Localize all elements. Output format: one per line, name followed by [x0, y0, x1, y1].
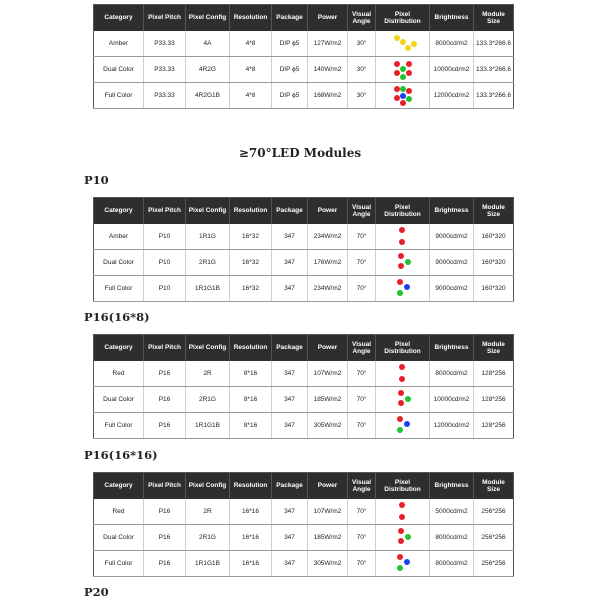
table-label-p16-16x8: P16(16*8) — [84, 310, 150, 324]
column-header: Power — [308, 198, 348, 225]
package-cell: DIP ϕ5 — [272, 57, 308, 83]
visual-angle-cell: 70° — [348, 499, 376, 525]
visual-angle-cell: 70° — [348, 250, 376, 276]
spec-table-p16-16x16 — [93, 472, 514, 577]
visual-angle-cell: 70° — [348, 387, 376, 413]
table-row — [94, 57, 514, 83]
package-cell: 347 — [272, 276, 308, 302]
column-header: Resolution — [230, 5, 272, 32]
red-led-dot — [399, 364, 405, 370]
resolution-cell: 16*32 — [230, 276, 272, 302]
red-led-dot — [398, 400, 404, 406]
brightness-cell: 12000cd/m2 — [430, 83, 474, 109]
resolution-cell: 16*16 — [230, 499, 272, 525]
blue-led-dot — [400, 93, 406, 99]
column-header: Visual Angle — [348, 473, 376, 500]
power-cell: 176W/m2 — [308, 250, 348, 276]
pixel-distribution-graphic — [377, 31, 428, 56]
yellow-led-dot — [400, 39, 406, 45]
red-led-dot — [399, 227, 405, 233]
red-led-dot — [406, 70, 412, 76]
resolution-cell: 8*16 — [230, 413, 272, 439]
column-header: Pixel Distribution — [376, 473, 430, 500]
section-heading: ≥70°LED Modules — [238, 146, 362, 160]
module-size-cell: 256*256 — [474, 525, 514, 551]
column-header: Package — [272, 473, 308, 500]
table-header-row — [94, 198, 514, 225]
category-cell: Amber — [94, 224, 144, 250]
pixel-config-cell: 2R1G — [186, 250, 230, 276]
package-cell: 347 — [272, 361, 308, 387]
package-cell: DIP ϕ5 — [272, 31, 308, 57]
pixel-distribution-graphic — [377, 361, 428, 386]
green-led-dot — [397, 427, 403, 433]
column-header: Brightness — [430, 5, 474, 32]
pixel-distribution-graphic — [377, 499, 428, 524]
pixel-distribution-cell — [376, 31, 430, 57]
visual-angle-cell: 70° — [348, 413, 376, 439]
resolution-cell: 4*8 — [230, 83, 272, 109]
pixel-pitch-cell: P16 — [144, 361, 186, 387]
resolution-cell: 16*32 — [230, 224, 272, 250]
brightness-cell: 10000cd/m2 — [430, 57, 474, 83]
column-header: Category — [94, 198, 144, 225]
green-led-dot — [406, 96, 412, 102]
power-cell: 234W/m2 — [308, 224, 348, 250]
column-header: Category — [94, 473, 144, 500]
spec-table-p10 — [93, 197, 514, 302]
spec-table-p16-16x8 — [93, 334, 514, 439]
visual-angle-cell: 70° — [348, 551, 376, 577]
column-header: Power — [308, 335, 348, 362]
red-led-dot — [399, 376, 405, 382]
package-cell: 347 — [272, 525, 308, 551]
package-cell: 347 — [272, 250, 308, 276]
category-cell: Red — [94, 361, 144, 387]
brightness-cell: 9000cd/m2 — [430, 224, 474, 250]
red-led-dot — [406, 88, 412, 94]
red-led-dot — [400, 100, 406, 106]
column-header: Category — [94, 5, 144, 32]
visual-angle-cell: 70° — [348, 224, 376, 250]
visual-angle-cell: 30° — [348, 83, 376, 109]
pixel-distribution-graphic — [377, 276, 428, 301]
package-cell: 347 — [272, 413, 308, 439]
column-header: Power — [308, 473, 348, 500]
red-led-dot — [397, 416, 403, 422]
green-led-dot — [397, 290, 403, 296]
table-label-p16-16x16: P16(16*16) — [84, 448, 158, 462]
category-cell: Full Color — [94, 551, 144, 577]
module-size-cell: 128*256 — [474, 387, 514, 413]
visual-angle-cell: 70° — [348, 276, 376, 302]
blue-led-dot — [404, 559, 410, 565]
column-header: Package — [272, 198, 308, 225]
column-header: Pixel Config — [186, 5, 230, 32]
table-row — [94, 387, 514, 413]
pixel-distribution-cell — [376, 387, 430, 413]
power-cell: 305W/m2 — [308, 551, 348, 577]
module-size-cell: 160*320 — [474, 224, 514, 250]
footer-label-p20: P20 — [84, 585, 109, 599]
table-row — [94, 525, 514, 551]
pixel-config-cell: 2R1G — [186, 387, 230, 413]
table-row — [94, 224, 514, 250]
pixel-distribution-cell — [376, 551, 430, 577]
pixel-pitch-cell: P10 — [144, 224, 186, 250]
green-led-dot — [400, 66, 406, 72]
resolution-cell: 16*16 — [230, 551, 272, 577]
red-led-dot — [398, 390, 404, 396]
table-row — [94, 413, 514, 439]
yellow-led-dot — [405, 45, 411, 51]
pixel-pitch-cell: P10 — [144, 276, 186, 302]
brightness-cell: 8000cd/m2 — [430, 31, 474, 57]
column-header: Brightness — [430, 473, 474, 500]
pixel-pitch-cell: P16 — [144, 525, 186, 551]
column-header: Pixel Distribution — [376, 335, 430, 362]
table-row — [94, 83, 514, 109]
pixel-distribution-cell — [376, 224, 430, 250]
pixel-config-cell: 1R1G1B — [186, 551, 230, 577]
category-cell: Dual Color — [94, 250, 144, 276]
pixel-distribution-cell — [376, 525, 430, 551]
table-row — [94, 31, 514, 57]
column-header: Category — [94, 335, 144, 362]
red-led-dot — [398, 253, 404, 259]
table-row — [94, 361, 514, 387]
pixel-config-cell: 1R1G1B — [186, 276, 230, 302]
brightness-cell: 8000cd/m2 — [430, 551, 474, 577]
column-header: Pixel Config — [186, 473, 230, 500]
brightness-cell: 12000cd/m2 — [430, 413, 474, 439]
red-led-dot — [398, 538, 404, 544]
module-size-cell: 160*320 — [474, 276, 514, 302]
column-header: Module Size — [474, 5, 514, 32]
resolution-cell: 4*8 — [230, 31, 272, 57]
column-header: Resolution — [230, 198, 272, 225]
pixel-distribution-cell — [376, 250, 430, 276]
pixel-distribution-graphic — [377, 224, 428, 249]
red-led-dot — [399, 514, 405, 520]
pixel-distribution-cell — [376, 361, 430, 387]
yellow-led-dot — [394, 35, 400, 41]
pixel-pitch-cell: P10 — [144, 250, 186, 276]
red-led-dot — [399, 502, 405, 508]
green-led-dot — [400, 86, 406, 92]
column-header: Power — [308, 5, 348, 32]
blue-led-dot — [404, 421, 410, 427]
visual-angle-cell: 70° — [348, 525, 376, 551]
pixel-distribution-cell — [376, 499, 430, 525]
pixel-distribution-cell — [376, 57, 430, 83]
column-header: Module Size — [474, 198, 514, 225]
red-led-dot — [394, 95, 400, 101]
red-led-dot — [394, 61, 400, 67]
brightness-cell: 10000cd/m2 — [430, 387, 474, 413]
pixel-distribution-graphic — [377, 413, 428, 438]
pixel-pitch-cell: P16 — [144, 387, 186, 413]
category-cell: Dual Color — [94, 525, 144, 551]
column-header: Pixel Config — [186, 335, 230, 362]
visual-angle-cell: 30° — [348, 31, 376, 57]
yellow-led-dot — [411, 41, 417, 47]
column-header: Package — [272, 335, 308, 362]
package-cell: 347 — [272, 224, 308, 250]
resolution-cell: 16*16 — [230, 525, 272, 551]
power-cell: 140W/m2 — [308, 57, 348, 83]
power-cell: 107W/m2 — [308, 499, 348, 525]
power-cell: 168W/m2 — [308, 83, 348, 109]
green-led-dot — [397, 565, 403, 571]
red-led-dot — [406, 61, 412, 67]
module-size-cell: 256*256 — [474, 499, 514, 525]
pixel-pitch-cell: P16 — [144, 551, 186, 577]
power-cell: 185W/m2 — [308, 525, 348, 551]
category-cell: Red — [94, 499, 144, 525]
pixel-config-cell: 1R1G1B — [186, 413, 230, 439]
brightness-cell: 8000cd/m2 — [430, 525, 474, 551]
table-row — [94, 250, 514, 276]
brightness-cell: 8000cd/m2 — [430, 361, 474, 387]
module-size-cell: 133.3*266.6 — [474, 57, 514, 83]
module-size-cell: 256*256 — [474, 551, 514, 577]
table-header-row — [94, 335, 514, 362]
column-header: Pixel Config — [186, 198, 230, 225]
table-row — [94, 276, 514, 302]
column-header: Brightness — [430, 198, 474, 225]
column-header: Brightness — [430, 335, 474, 362]
table-header-row — [94, 473, 514, 500]
module-size-cell: 128*256 — [474, 413, 514, 439]
table-label-p10: P10 — [84, 173, 109, 187]
pixel-pitch-cell: P33.33 — [144, 57, 186, 83]
module-size-cell: 133.3*266.6 — [474, 83, 514, 109]
red-led-dot — [394, 70, 400, 76]
brightness-cell: 9000cd/m2 — [430, 250, 474, 276]
red-led-dot — [397, 279, 403, 285]
column-header: Resolution — [230, 335, 272, 362]
green-led-dot — [405, 534, 411, 540]
pixel-config-cell: 1R1G — [186, 224, 230, 250]
table-row — [94, 499, 514, 525]
red-led-dot — [399, 239, 405, 245]
power-cell: 107W/m2 — [308, 361, 348, 387]
spec-table-p33 — [93, 4, 514, 109]
visual-angle-cell: 30° — [348, 57, 376, 83]
table-row — [94, 551, 514, 577]
category-cell: Full Color — [94, 276, 144, 302]
column-header: Pixel Pitch — [144, 473, 186, 500]
column-header: Pixel Pitch — [144, 335, 186, 362]
resolution-cell: 8*16 — [230, 387, 272, 413]
pixel-config-cell: 4R2G — [186, 57, 230, 83]
column-header: Visual Angle — [348, 335, 376, 362]
package-cell: DIP ϕ5 — [272, 83, 308, 109]
power-cell: 185W/m2 — [308, 387, 348, 413]
red-led-dot — [397, 554, 403, 560]
category-cell: Amber — [94, 31, 144, 57]
column-header: Package — [272, 5, 308, 32]
pixel-config-cell: 2R — [186, 499, 230, 525]
column-header: Pixel Distribution — [376, 5, 430, 32]
pixel-distribution-graphic — [377, 57, 428, 82]
red-led-dot — [398, 528, 404, 534]
module-size-cell: 128*256 — [474, 361, 514, 387]
green-led-dot — [405, 396, 411, 402]
pixel-distribution-graphic — [377, 250, 428, 275]
power-cell: 305W/m2 — [308, 413, 348, 439]
blue-led-dot — [404, 284, 410, 290]
pixel-pitch-cell: P16 — [144, 499, 186, 525]
brightness-cell: 9000cd/m2 — [430, 276, 474, 302]
pixel-distribution-graphic — [377, 83, 428, 108]
column-header: Visual Angle — [348, 198, 376, 225]
module-size-cell: 133.3*266.6 — [474, 31, 514, 57]
category-cell: Dual Color — [94, 57, 144, 83]
red-led-dot — [394, 86, 400, 92]
module-size-cell: 160*320 — [474, 250, 514, 276]
category-cell: Full Color — [94, 413, 144, 439]
power-cell: 234W/m2 — [308, 276, 348, 302]
column-header: Module Size — [474, 335, 514, 362]
pixel-distribution-graphic — [377, 551, 428, 576]
green-led-dot — [405, 259, 411, 265]
package-cell: 347 — [272, 499, 308, 525]
package-cell: 347 — [272, 551, 308, 577]
column-header: Module Size — [474, 473, 514, 500]
column-header: Visual Angle — [348, 5, 376, 32]
pixel-distribution-cell — [376, 83, 430, 109]
column-header: Pixel Pitch — [144, 198, 186, 225]
pixel-config-cell: 4A — [186, 31, 230, 57]
pixel-distribution-cell — [376, 413, 430, 439]
brightness-cell: 5000cd/m2 — [430, 499, 474, 525]
category-cell: Dual Color — [94, 387, 144, 413]
visual-angle-cell: 70° — [348, 361, 376, 387]
package-cell: 347 — [272, 387, 308, 413]
pixel-config-cell: 4R2G1B — [186, 83, 230, 109]
resolution-cell: 4*8 — [230, 57, 272, 83]
pixel-config-cell: 2R1G — [186, 525, 230, 551]
pixel-distribution-cell — [376, 276, 430, 302]
pixel-pitch-cell: P33.33 — [144, 31, 186, 57]
pixel-pitch-cell: P33.33 — [144, 83, 186, 109]
resolution-cell: 8*16 — [230, 361, 272, 387]
pixel-distribution-graphic — [377, 525, 428, 550]
column-header: Pixel Distribution — [376, 198, 430, 225]
resolution-cell: 16*32 — [230, 250, 272, 276]
table-header-row — [94, 5, 514, 32]
green-led-dot — [400, 74, 406, 80]
pixel-distribution-graphic — [377, 387, 428, 412]
power-cell: 127W/m2 — [308, 31, 348, 57]
pixel-config-cell: 2R — [186, 361, 230, 387]
column-header: Resolution — [230, 473, 272, 500]
category-cell: Full Color — [94, 83, 144, 109]
red-led-dot — [398, 263, 404, 269]
pixel-pitch-cell: P16 — [144, 413, 186, 439]
column-header: Pixel Pitch — [144, 5, 186, 32]
